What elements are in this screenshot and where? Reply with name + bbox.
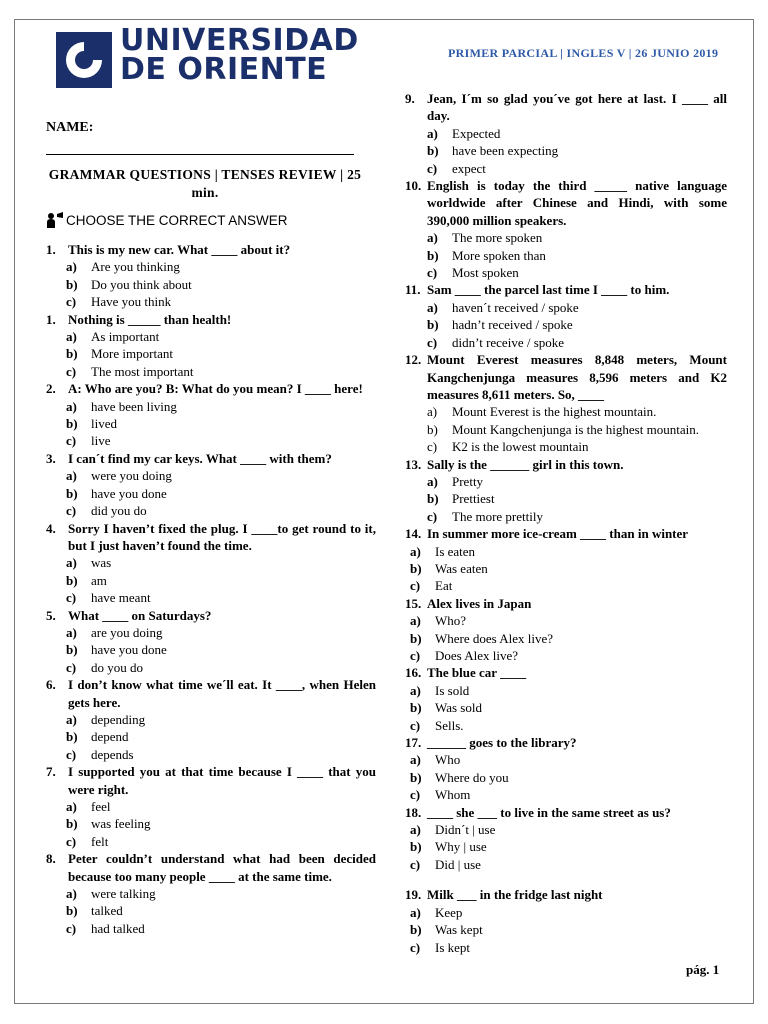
answer-options: [405, 229, 727, 281]
answer-option[interactable]: [405, 821, 727, 838]
question: [405, 734, 727, 804]
option-letter: c): [66, 363, 77, 379]
answer-option[interactable]: [405, 334, 727, 351]
answer-option[interactable]: [405, 577, 727, 594]
answer-option[interactable]: [46, 589, 376, 606]
question-stem: [405, 281, 727, 298]
question-stem: [405, 177, 727, 229]
question: [405, 664, 727, 734]
logo-line-2: DE ORIENTE: [120, 52, 328, 87]
answer-options: [405, 543, 727, 595]
answer-options: [46, 467, 376, 519]
answer-option[interactable]: [46, 345, 376, 362]
question: [405, 886, 727, 956]
question-number: 13.: [405, 456, 422, 472]
option-text: hadn’t received / spoke: [452, 317, 573, 333]
answer-option[interactable]: [405, 630, 727, 647]
answer-option[interactable]: [405, 438, 727, 455]
option-text: Is kept: [435, 939, 471, 955]
option-text: More important: [91, 346, 173, 362]
option-letter: a): [410, 822, 421, 838]
answer-option[interactable]: [405, 142, 727, 159]
question-stem: [46, 607, 376, 624]
option-text: Mount Everest is the highest mountain.: [452, 404, 657, 420]
option-letter: c): [427, 265, 438, 281]
option-text: Was kept: [435, 922, 483, 938]
question-number: 8.: [46, 851, 56, 867]
option-letter: a): [66, 624, 77, 640]
question-stem: [46, 520, 376, 555]
answer-option[interactable]: [46, 833, 376, 850]
question-number: 5.: [46, 607, 56, 623]
option-letter: b): [66, 816, 78, 832]
answer-option[interactable]: [405, 160, 727, 177]
option-letter: a): [66, 886, 77, 902]
option-text: depending: [91, 711, 146, 727]
question: [46, 763, 376, 850]
answer-option[interactable]: [405, 921, 727, 938]
answer-option[interactable]: [46, 363, 376, 380]
option-letter: a): [410, 904, 421, 920]
question-text: A: Who are you? B: What do you mean? I ____ here!: [68, 381, 363, 397]
option-letter: a): [410, 543, 421, 559]
answer-option[interactable]: [405, 490, 727, 507]
question-stem: [405, 734, 727, 751]
question-text: In summer more ice-cream ____ than in winter: [427, 526, 689, 542]
question-number: 12.: [405, 352, 422, 368]
answer-option[interactable]: [405, 699, 727, 716]
option-text: Did | use: [435, 856, 481, 872]
option-letter: b): [66, 572, 78, 588]
question-text: I can´t find my car keys. What ____ with them?: [68, 450, 332, 466]
option-text: Prettiest: [452, 491, 495, 507]
option-text: had talked: [91, 920, 145, 936]
option-letter: a): [66, 259, 77, 275]
option-text: Who: [435, 752, 461, 768]
answer-option[interactable]: [46, 624, 376, 641]
option-letter: c): [410, 648, 421, 663]
option-letter: c): [66, 833, 77, 849]
answer-options: [46, 885, 376, 937]
question: [46, 850, 376, 937]
question-stem: [46, 763, 376, 798]
option-text: Pretty: [452, 473, 484, 489]
option-letter: c): [66, 590, 77, 606]
answer-option[interactable]: [405, 421, 727, 438]
option-letter: a): [427, 404, 438, 420]
option-letter: a): [427, 230, 438, 246]
answer-option[interactable]: [405, 125, 727, 142]
option-letter: a): [66, 555, 77, 571]
question-text: ______ goes to the library?: [427, 735, 577, 751]
option-letter: b): [427, 491, 439, 507]
option-text: The more spoken: [452, 230, 543, 246]
answer-options: [405, 821, 727, 873]
question-number: 18.: [405, 804, 422, 820]
option-text: Whom: [435, 787, 471, 803]
question-number: 16.: [405, 665, 422, 681]
answer-option[interactable]: [405, 316, 727, 333]
question: [46, 607, 376, 677]
answer-options: [46, 328, 376, 380]
option-text: have you done: [91, 642, 167, 658]
instruction-text: CHOOSE THE CORRECT ANSWER: [66, 212, 288, 228]
option-letter: c): [410, 578, 421, 594]
option-text: have been living: [91, 398, 177, 414]
question: [405, 281, 727, 351]
option-text: Keep: [435, 904, 463, 920]
question-number: 9.: [405, 91, 415, 106]
answer-options: [405, 125, 727, 177]
option-text: feel: [91, 799, 111, 814]
answer-option[interactable]: [46, 258, 376, 275]
option-text: The more prettily: [452, 508, 543, 524]
option-text: As important: [91, 329, 160, 345]
answer-option[interactable]: [46, 398, 376, 415]
option-text: Have you think: [91, 294, 172, 310]
option-letter: a): [66, 799, 77, 814]
answer-option[interactable]: [46, 293, 376, 310]
option-text: K2 is the lowest mountain: [452, 439, 589, 455]
option-text: Why | use: [435, 839, 487, 855]
name-field-line[interactable]: [46, 154, 354, 155]
answer-options: [405, 403, 727, 455]
option-letter: c): [66, 920, 77, 936]
question-text: Sally is the ______ girl in this town.: [427, 456, 624, 472]
question: [46, 450, 376, 520]
option-letter: c): [427, 160, 438, 176]
question-stem: [405, 90, 727, 125]
question-text: Milk ___ in the fridge last night: [427, 887, 603, 903]
answer-option[interactable]: [46, 485, 376, 502]
question: [405, 456, 727, 526]
option-letter: a): [427, 473, 438, 489]
question: [405, 177, 727, 281]
option-letter: a): [66, 468, 77, 484]
option-text: Where does Alex live?: [435, 630, 554, 646]
answer-option[interactable]: [405, 543, 727, 560]
logo-text: [120, 23, 359, 87]
question-stem: [46, 676, 376, 711]
option-letter: b): [66, 276, 78, 292]
option-text: Mount Kangchenjunga is the highest mountain.: [452, 421, 699, 437]
option-text: were you doing: [91, 468, 172, 484]
question-stem: [405, 664, 727, 681]
answer-option[interactable]: [46, 415, 376, 432]
answer-option[interactable]: [46, 728, 376, 745]
option-letter: b): [66, 642, 78, 658]
answer-option[interactable]: [46, 432, 376, 449]
answer-option[interactable]: [405, 769, 727, 786]
question-text: Alex lives in Japan: [427, 595, 532, 611]
answer-option[interactable]: [46, 920, 376, 937]
answer-option[interactable]: [405, 560, 727, 577]
option-letter: c): [66, 746, 77, 762]
option-text: were talking: [91, 886, 156, 902]
option-text: The most important: [91, 363, 194, 379]
option-text: am: [91, 572, 107, 588]
question-number: 6.: [46, 677, 56, 693]
option-text: Does Alex live?: [435, 648, 519, 663]
option-text: was feeling: [91, 816, 151, 832]
question-text: I supported you at that time because I ____ that you were right.: [68, 764, 376, 797]
option-letter: a): [410, 613, 421, 629]
question-number: 17.: [405, 735, 422, 751]
option-text: haven´t received / spoke: [452, 299, 579, 315]
question-number: 15.: [405, 595, 422, 611]
question-stem: [46, 380, 376, 397]
option-text: Where do you: [435, 769, 509, 785]
answer-option[interactable]: [46, 815, 376, 832]
question-text: The blue car ____: [427, 665, 527, 681]
option-text: have you done: [91, 485, 167, 501]
option-letter: c): [410, 856, 421, 872]
answer-option[interactable]: [46, 328, 376, 345]
answer-option[interactable]: [405, 473, 727, 490]
question-stem: [46, 311, 376, 328]
option-text: Was eaten: [435, 560, 488, 576]
answer-options: [405, 682, 727, 734]
question-stem: [46, 241, 376, 258]
question-number: 10.: [405, 178, 422, 194]
question: [405, 804, 727, 874]
option-text: did you do: [91, 503, 147, 519]
question-text: I don’t know what time we´ll eat. It ____, when Helen gets here.: [68, 677, 376, 710]
question-stem: [405, 595, 727, 612]
option-letter: a): [66, 329, 77, 345]
option-letter: b): [66, 903, 78, 919]
question-number: 7.: [46, 764, 56, 780]
option-letter: c): [66, 659, 77, 675]
answer-option[interactable]: [405, 904, 727, 921]
answer-option[interactable]: [46, 885, 376, 902]
option-letter: b): [66, 416, 78, 432]
answer-option[interactable]: [46, 276, 376, 293]
answer-option[interactable]: [405, 299, 727, 316]
option-text: Eat: [435, 578, 453, 594]
option-text: Who?: [435, 613, 467, 629]
option-letter: c): [66, 503, 77, 519]
question-text: Nothing is _____ than health!: [68, 311, 232, 327]
question-number: 2.: [46, 381, 56, 397]
answer-options: [405, 299, 727, 351]
option-letter: c): [410, 787, 421, 803]
answer-option[interactable]: [405, 229, 727, 246]
question: [405, 525, 727, 595]
answer-option[interactable]: [405, 838, 727, 855]
exam-info: PRIMER PARCIAL | INGLES V | 26 JUNIO 2019: [448, 46, 719, 60]
question-text: Jean, I´m so glad you´ve got here at last. I ____ all day.: [427, 91, 727, 124]
option-text: Most spoken: [452, 265, 519, 281]
option-letter: b): [410, 839, 422, 855]
right-question-column: [405, 90, 727, 956]
option-text: Is eaten: [435, 543, 476, 559]
option-letter: b): [410, 560, 422, 576]
option-text: was: [91, 555, 112, 571]
option-letter: a): [427, 299, 438, 315]
answer-option[interactable]: [46, 641, 376, 658]
answer-option[interactable]: [46, 711, 376, 728]
question-stem: [46, 450, 376, 467]
question-text: Peter couldn’t understand what had been decided because too many people ____ at the same time.: [68, 851, 376, 884]
answer-option[interactable]: [405, 647, 727, 664]
option-text: Sells.: [435, 717, 464, 733]
option-text: Didn´t | use: [435, 822, 496, 838]
question-text: Sam ____ the parcel last time I ____ to him.: [427, 282, 670, 298]
page-number: pág. 1: [686, 962, 720, 977]
option-text: didn’t receive / spoke: [452, 334, 565, 350]
option-letter: b): [66, 729, 78, 745]
answer-options: [46, 398, 376, 450]
option-text: are you doing: [91, 624, 163, 640]
answer-option[interactable]: [405, 751, 727, 768]
option-letter: b): [427, 421, 438, 437]
option-letter: c): [410, 717, 421, 733]
question-stem: [46, 850, 376, 885]
option-letter: b): [427, 247, 439, 263]
answer-option[interactable]: [46, 659, 376, 676]
question-number: 19.: [405, 887, 422, 903]
option-letter: c): [66, 433, 77, 449]
option-letter: b): [410, 630, 422, 646]
option-text: talked: [91, 903, 123, 919]
answer-option[interactable]: [405, 264, 727, 281]
option-letter: c): [427, 334, 438, 350]
answer-option[interactable]: [405, 717, 727, 734]
answer-options: [46, 798, 376, 850]
answer-option[interactable]: [46, 746, 376, 763]
section-title: GRAMMAR QUESTIONS | TENSES REVIEW | 25 min.: [48, 167, 362, 200]
question-stem: [405, 351, 727, 403]
answer-option[interactable]: [405, 856, 727, 873]
answer-option[interactable]: [405, 682, 727, 699]
option-text: Do you think about: [91, 276, 192, 292]
option-text: Are you thinking: [91, 259, 180, 275]
option-letter: c): [66, 294, 77, 310]
option-letter: b): [410, 700, 422, 716]
answer-options: [46, 711, 376, 763]
option-letter: a): [410, 752, 421, 768]
logo-line-1: UNIVERSIDAD: [120, 23, 359, 58]
option-letter: a): [66, 711, 77, 727]
question-text: English is today the third _____ native language worldwide after Chinese and Hindi, with some 390,000 million speakers.: [427, 178, 727, 228]
option-letter: a): [66, 398, 77, 414]
answer-option[interactable]: [46, 554, 376, 571]
question-stem: [405, 804, 727, 821]
question: [46, 241, 376, 311]
answer-option[interactable]: [46, 467, 376, 484]
option-letter: b): [66, 485, 78, 501]
question: [46, 676, 376, 763]
option-text: expect: [452, 160, 486, 176]
left-question-column: [46, 241, 376, 937]
question: [46, 520, 376, 607]
option-text: do you do: [91, 659, 143, 675]
question: [405, 595, 727, 665]
option-text: More spoken than: [452, 247, 546, 263]
answer-options: [46, 258, 376, 310]
option-letter: c): [427, 439, 438, 455]
option-letter: b): [66, 346, 78, 362]
answer-options: [46, 554, 376, 606]
question: [405, 351, 727, 455]
answer-option[interactable]: [405, 508, 727, 525]
option-text: have meant: [91, 590, 151, 606]
question-stem: [405, 886, 727, 903]
option-letter: b): [410, 922, 422, 938]
question: [46, 311, 376, 381]
question-stem: [405, 456, 727, 473]
option-letter: b): [410, 769, 422, 785]
option-letter: c): [410, 939, 421, 955]
option-text: have been expecting: [452, 143, 559, 159]
logo-mark-icon: [56, 32, 112, 88]
question-text: ____ she ___ to live in the same street as us?: [427, 804, 671, 820]
answer-option[interactable]: [46, 798, 376, 815]
question-number: 1.: [46, 311, 56, 327]
option-letter: b): [427, 317, 439, 333]
name-label: NAME:: [46, 120, 94, 135]
option-text: Was sold: [435, 700, 482, 716]
question-number: 14.: [405, 526, 422, 542]
question-stem: [405, 525, 727, 542]
question-number: 11.: [405, 282, 421, 298]
answer-options: [405, 612, 727, 664]
question-text: What ____ on Saturdays?: [68, 607, 212, 623]
option-text: depend: [91, 729, 129, 745]
answer-options: [405, 473, 727, 525]
question-text: Mount Everest measures 8,848 meters, Mount Kangchenjunga measures 8,596 meters and K2 measures 8,611 meters. So, ____: [427, 352, 727, 402]
question-number: 3.: [46, 450, 56, 466]
answer-option[interactable]: [405, 612, 727, 629]
instruction: [46, 212, 288, 228]
option-text: felt: [91, 833, 109, 849]
question-number: 1.: [46, 242, 56, 257]
answer-option[interactable]: [405, 247, 727, 264]
option-letter: a): [427, 125, 438, 141]
answer-option[interactable]: [46, 902, 376, 919]
person-speaking-icon: [46, 212, 64, 228]
option-letter: c): [427, 508, 438, 524]
answer-options: [405, 904, 727, 956]
option-letter: b): [427, 143, 439, 159]
answer-option[interactable]: [46, 572, 376, 589]
option-letter: a): [410, 682, 421, 698]
answer-option[interactable]: [405, 403, 727, 420]
answer-option[interactable]: [405, 939, 727, 956]
option-text: depends: [91, 746, 134, 762]
option-text: lived: [91, 416, 117, 432]
question-text: This is my new car. What ____ about it?: [68, 242, 291, 257]
answer-option[interactable]: [46, 502, 376, 519]
question: [46, 380, 376, 450]
option-text: live: [91, 433, 111, 449]
answer-option[interactable]: [405, 786, 727, 803]
answer-options: [46, 624, 376, 676]
question-number: 4.: [46, 520, 56, 536]
option-text: Is sold: [435, 682, 470, 698]
question-text: Sorry I haven’t fixed the plug. I ____to get round to it, but I just haven’t found the time.: [68, 520, 376, 553]
question: [405, 90, 727, 177]
answer-options: [405, 751, 727, 803]
option-text: Expected: [452, 125, 501, 141]
